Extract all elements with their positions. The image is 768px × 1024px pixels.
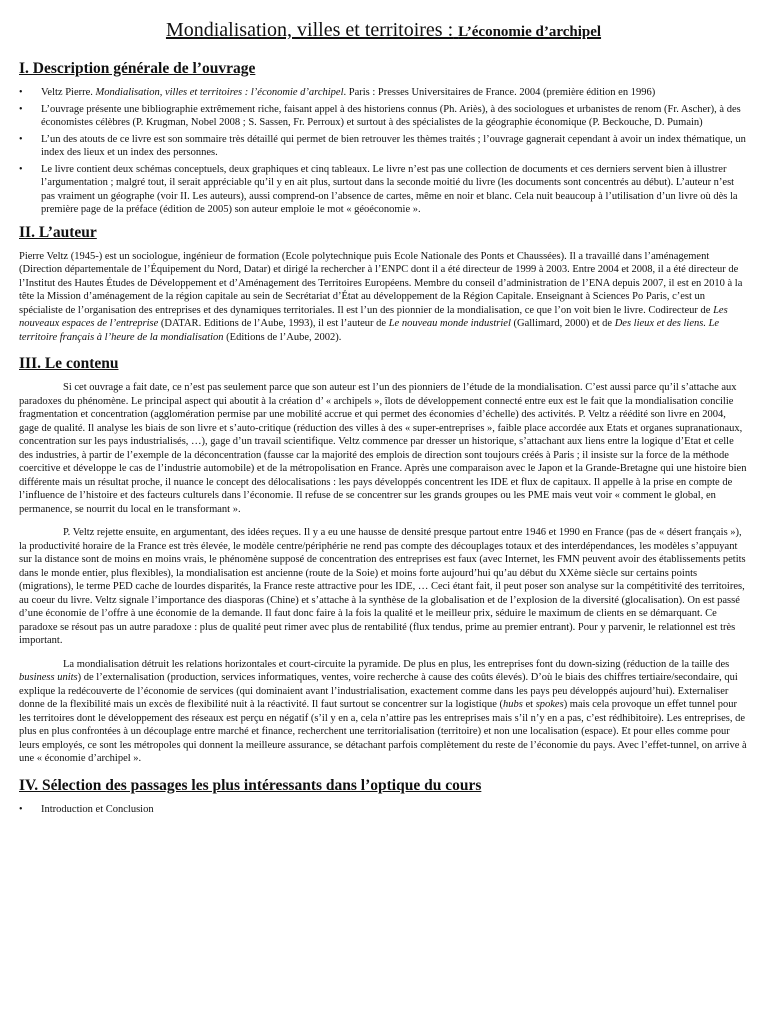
section-heading-content: III. Le contenu [19, 355, 119, 372]
section-heading-selection: IV. Sélection des passages les plus intéressants dans l’optique du cours [19, 776, 482, 794]
list-item: • L’ouvrage présente une bibliographie extrêmement riche, faisant appel à des historiens connus (Ph. Ariès), à des sociologues et urbanistes de renom (Fr. Ascher), à des économistes célèbres (P. Krugman, Nobel 2008 ; S. Sassen, Fr. Perroux) et surtout à des spécialistes de la géographie économique (P. Beckouche, D. Pumain) [19, 103, 741, 128]
author-paragraph: Pierre Veltz (1945-) est un sociologue, ingénieur de formation (Ecole polytechnique puis Ecole Nationale des Ponts et Chaussées). Il a travaillé dans l’aménagement (Direction départementale de l’Équipement du Nord, Datar) et dirigé la rechercher à l’ENPC dont il a été directeur de 1999 à 2003. Entre 2004 et 2008, il a été directeur de l’Institut des Hautes Études de Développement et d’Aménagement des Territoires Européens. Membre du conseil d’administration de l’ENA depuis 2007, il est en 2010 à la tête la Mission d’aménagement de la région capitale au sein de Secrétariat d’État au développement de la Région Capitale. Enseignant à Sciences Po Paris, c’est un spécialiste de l’organisation des entreprises et des dynamiques territoriales. Il est l’un des pionnier de la mondialisation, ce que l’on voit bien le livre. Codirecteur de Les nouveaux espaces de l’entreprise (DATAR. Editions de l’Aube, 1993), il est l’auteur de Le nouveau monde industriel (Gallimard, 2000) et de Des lieux et des liens. Le territoire français à l’heure de la mondialisation (Editions de l’Aube, 2002). [19, 250, 743, 343]
list-item: • Le livre contient deux schémas conceptuels, deux graphiques et cinq tableaux. Le livre n’est pas une collection de documents et ces derniers servent bien à illustrer l’argumentation ; malgré tout, il serait appréciable qu’il y en ait plus, surtout dans la seconde moitié du livre (les documents sont concentrés au début). L’auteur n’est pas vraiment un géographe (voir II. Les auteurs), aussi comprend-on l’absence de cartes, même en noir et blanc. Cela nuit beaucoup à l’utilisation d’un livre où dès la première page de la préface (édition de 2005) son auteur emploie le mot « géoéconomie ». [19, 163, 738, 215]
section-description [19, 59, 748, 217]
section-content [19, 354, 748, 766]
bullet-icon: • [19, 133, 23, 145]
content-paragraph-3: La mondialisation détruit les relations horizontales et court-circuite la pyramide. De plus en plus, les entreprises font du down-sizing (réduction de la taille des business units) de l’externalisation (production, services informatiques, ventes, voire recherche à cause des coûts élevés). D’où le biais des chiffres tertiaire/secondaire, qui explique la redécouverte de l’économie de services (qui dominaient avant l’industrialisation, exactement comme dans les pays peu développés aujourd’hui). Externaliser donne de la flexibilité mais un excès de flexibilité nuit à la réactivité. Il faut surtout se concentrer sur la logistique (hubs et spokes) mais cela provoque un effet tunnel pour les territoires dont le développement des réseaux est perçu en négatif (s’il y en a, cela n’attire pas les entreprises mais s’il n’y en a pas, c’est rédhibitoire). Les entreprises, de plus en plus confrontées à un découplage entre marché et finance, recherchent une territorialisation (territoire) et non une localisation (espace). Et pour elles comme pour leurs employés, ce sont les métropoles qui donnent la meilleure assurance, se détachant parfois complètement du reste de l’économie du pays. Avec l’effet-tunnel, on arrive à une « économie d’archipel ». [19, 658, 747, 764]
list-item: • Veltz Pierre. Mondialisation, villes et territoires : l’économie d’archipel. Paris : Presses Universitaires de France. 2004 (première édition en 1996) [19, 87, 656, 98]
content-paragraph-1: Si cet ouvrage a fait date, ce n’est pas seulement parce que son auteur est l’un des pionniers de l’étude de la mondialisation. C’est aussi parce qu’il s’attache aux paradoxes du phénomène. Le principal aspect qui aboutit à la création d’ « archipels », îlots de développement connecté entre eux est le fait que la mondialisation concilie fragmentation et concentration (agglomération permise par une mobilité accrue et qui permet des économies d’échelle) des activités. P. Veltz a réédité son livre en 2004, gage de qualité. Il analyse les biais de son livre et s’auto-critique (réduction des villes à des « super-entreprises », faible place accordée aux Etats et organes supranationaux, concentration sur les pays industrialisés, …), gage d’un travail scientifique. Veltz commence par dresser un historique, s’attachant aux liens entre la logique d’Etat et celle des industries, à partir de l’exemple de la déconcentration (fausse car la majorité des emplois de direction sont toujours créés à Paris ; il insiste sur la force de la méthode coercitive et développe le cas de l’industrie automobile) et de la métropolisation en France. Après une comparaison avec le Japon et la Grande-Bretagne qui une histoire bien différente mais un résultat proche, il nuance le concept des délocalisations : les pays développés concentrent les IDE et flux de capitaux. Il appelle à la prise en compte de l’influence de l’histoire et des facteurs culturels dans l’économie. Il refuse de se concentrer sur les grands groupes ou les PME mais veut voir « comment le global, en permanence, se nourrit du local en le transformant ». [19, 382, 747, 515]
section-heading-author: II. L’auteur [19, 223, 97, 241]
section-author [19, 223, 748, 345]
title-main: Mondialisation, villes et territoires : [165, 19, 454, 41]
page-title [19, 18, 748, 44]
selection-list [19, 803, 748, 817]
book-title: Mondialisation, villes et territoires : l’économie d’archipel [95, 87, 344, 98]
list-item: • L’un des atouts de ce livre est son sommaire très détaillé qui permet de bien retrouver les thèmes traités ; l’ouvrage gagnerait cependant à avoir un index thématique, un index des lieux et un index des personnes. [19, 133, 746, 158]
list-item: • Introduction et Conclusion [19, 803, 154, 815]
content-paragraph-2: P. Veltz rejette ensuite, en argumentant, des idées reçues. Il y a eu une hausse de densité presque partout entre 1946 et 1990 en France (pas de « désert français »), la productivité horaire de la France est très élevée, le modèle centre/périphérie ne rend pas compte des découplages totaux et des interdépendances, les modèles s’appuyant sur la distance sont de moins en moins vrais, le phénomène supposé de concentration des entreprises est faux (avec Internet, les FMN peuvent avoir des établissements petits dans le monde entier, plus flexibles), la mondialisation est ancienne (route de la Soie) et moins forte aujourd’hui qu’au début du XXème siècle sur certains points (migrations), le terme PED cache de lourdes disparités, la France reste attractive pour les IDE, … Ceci étant fait, il peut poser son analyse sur la compétitivité des territoires, au coeur du livre. Veltz signale l’importance des diasporas (Chine) et s’attache à la synthèse de la globalisation et de l’explosion de la diversité (glocalisation). On est passé d’une économie de l’offre à une économie de la demande. Il faut donc faire à la fois la qualité et le meilleur prix, séduire le maximum de clients en se démarquant. Ce paradoxe se résout pas un autre paradoxe : plus de qualité peut rimer avec plus de rentabilité (flux tendus, prime au premier entrant). Pour y parvenir, le relationnel est très important. [19, 527, 746, 646]
description-list [19, 86, 748, 217]
bullet-icon: • [19, 103, 23, 115]
section-selection [19, 776, 748, 817]
title-subtitle: L’économie d’archipel [458, 24, 602, 40]
bullet-icon: • [19, 803, 23, 815]
bullet-icon: • [19, 163, 23, 175]
bullet-icon: • [19, 87, 23, 98]
section-heading-description: I. Description générale de l’ouvrage [19, 60, 256, 77]
